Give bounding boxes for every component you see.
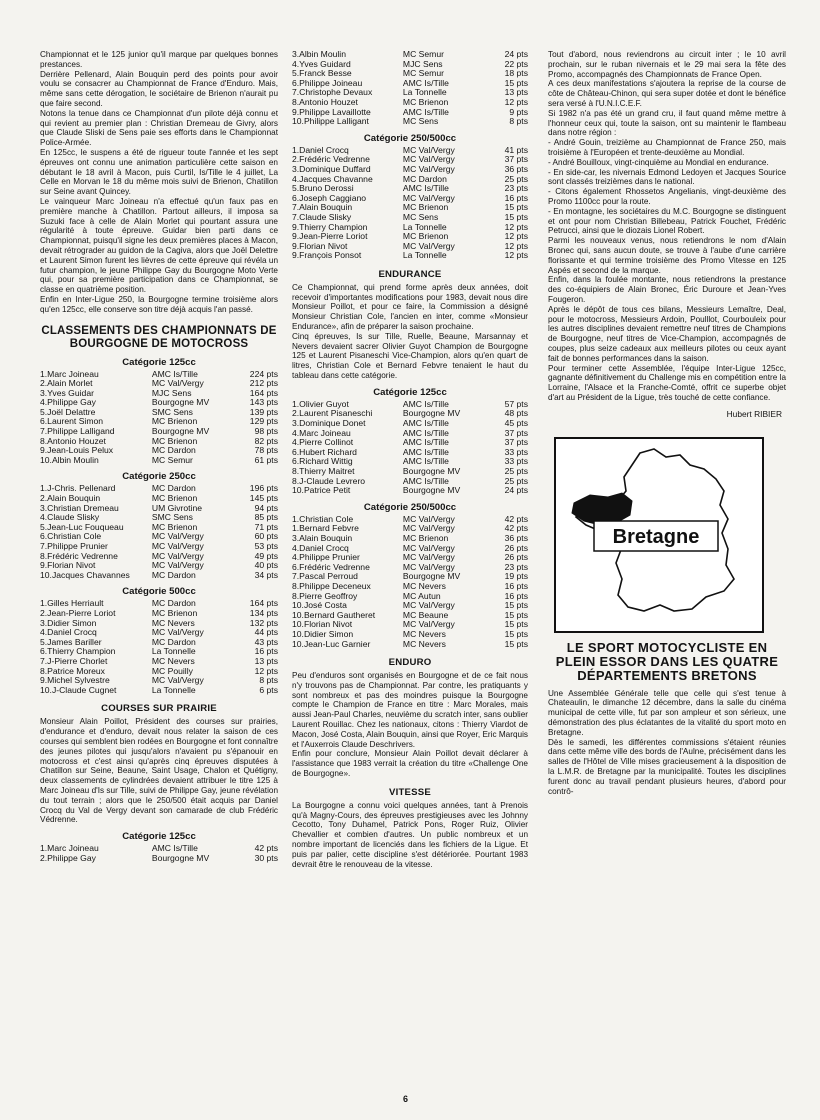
club-name: MC Val/Vergy bbox=[151, 378, 204, 389]
club-name: MC Val/Vergy bbox=[402, 154, 455, 165]
rider-name: 6.Frédéric Vedrenne bbox=[292, 561, 370, 572]
rider-name: 6.Christian Cole bbox=[40, 531, 102, 542]
club-name: MC Brienon bbox=[151, 521, 198, 532]
club-name: Bourgogne MV bbox=[402, 466, 461, 476]
points: 15 pts bbox=[504, 600, 528, 611]
table-row bbox=[40, 571, 278, 581]
rider-name: 3.Christian Dremeau bbox=[40, 502, 119, 513]
rider-name: 3.Dominique Duffard bbox=[292, 163, 371, 174]
club-name: MC Val/Vergy bbox=[402, 619, 455, 630]
club-name: MC Dardon bbox=[402, 173, 447, 184]
paragraph: Dès le samedi, les différentes commissions s'étaient réunies dans cette même ville des bords de l'Aulne, précisément dans les salles de l'Hôtel de Ville mises gracieusement à la disposition de la L.M.R. de Bretagne par la municipalité. Toutes les disciplines furent donc au travail pendant plusieurs heures, d'abord pour contrô- bbox=[548, 737, 786, 796]
paragraph: A ces deux manifestations s'ajoutera la reprise de la course de côte de Château-Chinon, qui sera super dotée et dont le bénéfice sera versé à l'U.N.I.C.E.F. bbox=[548, 79, 786, 108]
club-name: MC Val/Vergy bbox=[402, 513, 455, 524]
points: 36 pts bbox=[504, 163, 528, 174]
rider-name: 7.Claude Slisky bbox=[292, 211, 352, 222]
rider-name: 4.Philippe Prunier bbox=[292, 552, 360, 563]
club-name: MC Val/Vergy bbox=[151, 627, 204, 638]
club-name: MC Brienon bbox=[151, 435, 198, 446]
rider-name: 5.Franck Besse bbox=[292, 68, 352, 79]
points: 48 pts bbox=[504, 408, 528, 419]
points: 26 pts bbox=[504, 542, 528, 553]
points: 45 pts bbox=[504, 418, 528, 429]
rider-name: 9.Michel Sylvestre bbox=[40, 675, 110, 686]
points: 94 pts bbox=[254, 502, 278, 513]
points: 98 pts bbox=[254, 426, 278, 437]
paragraph: Ce Championnat, qui prend forme après deux années, doit recevoir d'importantes modifications pour 1983, devait nous dire Monsieur Poillot, et pour ce faire, la Commission a désigné Monsieur Christian Cole, l'ancien en inter, comme «Monsieur Endurance», afin de préparer la saison prochaine. bbox=[292, 282, 528, 332]
points: 13 pts bbox=[504, 87, 528, 98]
points: 24 pts bbox=[504, 49, 528, 59]
rider-name: 9.Florian Nivot bbox=[292, 240, 348, 251]
rider-name: 3.Yves Guidar bbox=[40, 387, 94, 398]
honours-list bbox=[548, 138, 786, 236]
rider-name: 8.J-Claude Levrero bbox=[292, 475, 366, 486]
rider-name: 4.Daniel Crocq bbox=[292, 542, 349, 553]
list-item: - En montagne, les sociétaires du M.C. Bourgogne se distinguent et ont pour nom Christian Billebeau, Patrick Fouchet, Frédéric Petrucci, ainsi que le diozais Lionel Robert. bbox=[548, 206, 786, 236]
points: 15 pts bbox=[504, 609, 528, 620]
rider-name: 7.Philippe Lalligand bbox=[40, 426, 115, 437]
rider-name: 10.Jacques Chavannes bbox=[40, 569, 130, 580]
points: 60 pts bbox=[254, 531, 278, 542]
rider-name: 5.Bruno Derossi bbox=[292, 183, 354, 194]
ranking-table-motocross-250 bbox=[40, 484, 278, 580]
paragraph: Enfin, dans la foulée montante, nous retiendrons la prestance des co-équipiers de Alain Bronec, Éric Duroure et Jean-Yves Fougeron. bbox=[548, 275, 786, 304]
club-name: AMC Is/Tille bbox=[402, 418, 449, 429]
page-number: 6 bbox=[403, 1094, 409, 1104]
points: 78 pts bbox=[254, 445, 278, 456]
rider-name: 6.Joseph Caggiano bbox=[292, 192, 367, 203]
rider-name: 1.Bernard Febvre bbox=[292, 523, 359, 534]
club-name: MC Val/Vergy bbox=[402, 163, 455, 174]
points: 37 pts bbox=[504, 154, 528, 165]
club-name: AMC Is/Tille bbox=[402, 106, 449, 117]
rider-name: 4.Claude Slisky bbox=[40, 512, 100, 523]
club-name: MC Val/Vergy bbox=[402, 542, 455, 553]
paragraph: Tout d'abord, nous reviendrons au circuit inter ; le 10 avril prochain, sur le ruban nivernais et le 29 mai sera la fête des Promo, accompagnés des Championnats de France Open. bbox=[548, 50, 786, 79]
club-name: MC Dardon bbox=[151, 483, 196, 494]
rider-name: 7.Alain Bouquin bbox=[292, 202, 353, 213]
rider-name: 10.Patrice Petit bbox=[292, 485, 351, 496]
rider-name: 4.Marc Joineau bbox=[292, 427, 351, 438]
points: 42 pts bbox=[504, 523, 528, 534]
club-name: Bourgogne MV bbox=[151, 426, 210, 437]
table-row bbox=[292, 640, 528, 650]
club-name: MC Sens bbox=[402, 116, 439, 127]
paragraph: Pour terminer cette Assemblée, l'équipe Inter-Ligue 125cc, gagnante définitivement du Challenge mis en compétition entre la Lorraine, l'Alsace et la Franche-Comté, offrit ce superbe objet d'art au Président de la Ligue, très touché de cette confiance. bbox=[548, 363, 786, 402]
rider-name: 5.Joël Delattre bbox=[40, 406, 96, 417]
rider-name: 1.Marc Joineau bbox=[40, 368, 99, 379]
rider-name: 5.Jean-Luc Fouqueau bbox=[40, 521, 124, 532]
prairie-heading: COURSES SUR PRAIRIE bbox=[101, 703, 217, 715]
list-item: - André Gouin, treizième au Championnat de France 250, mais troisième à l'Européen et trente-deuxième au Mondial. bbox=[548, 138, 786, 157]
closing-paragraphs bbox=[548, 236, 786, 403]
cat250-heading: Catégorie 250cc bbox=[122, 471, 196, 483]
rider-name: 3.Dominique Donet bbox=[292, 418, 366, 429]
rider-name: 8.Frédéric Vedrenne bbox=[40, 550, 118, 561]
club-name: MC Dardon bbox=[151, 569, 196, 580]
rider-name: 8.Patrice Moreux bbox=[40, 665, 105, 676]
club-name: MC Beaune bbox=[402, 609, 449, 620]
ranking-table-endurance-125 bbox=[292, 400, 528, 496]
club-name: MC Val/Vergy bbox=[402, 240, 455, 251]
paragraph: Cinq épreuves, Is sur Tille, Ruelle, Beaune, Marsannay et Nevers devaient sacrer Olivier Guyot Champion de Bourgogne 125 et Laurent Pisaneschi Vice-Champion, alors qu'en quart de litres, Christian Cole et Bernard Febvre tenaient le haut du tableau dans cette catégorie. bbox=[292, 331, 528, 381]
points: 139 pts bbox=[249, 406, 278, 417]
rider-name: 2.Laurent Pisaneschi bbox=[292, 408, 373, 419]
club-name: MC Brienon bbox=[402, 532, 449, 543]
paragraph: Si 1982 n'a pas été un grand cru, il faut quand même mettre à l'honneur ceux qui, toute la saison, ont su maintenir le flambeau dans notre région : bbox=[548, 108, 786, 138]
table-row bbox=[40, 854, 278, 864]
points: 145 pts bbox=[249, 493, 278, 504]
club-name: MC Val/Vergy bbox=[151, 560, 204, 571]
club-name: Bourgogne MV bbox=[402, 408, 461, 419]
club-name: MJC Sens bbox=[151, 387, 192, 398]
paragraph: Après le dépôt de tous ces bilans, Messieurs Lemaître, Deal, pour le motocross, Messieurs Ardoin, Poulllot, Courbouleix pour les autres disciplines devaient remettre neuf titres de Champions de Bourgogne, neuf titres de Vice-Champion, accompagnés de coupes, plus seize cadeaux aux meilleurs pilotes ou ceux ayant fait de bonnes performances dans la saison. bbox=[548, 304, 786, 363]
points: 164 pts bbox=[249, 598, 278, 609]
rider-name: 10.Didier Simon bbox=[292, 628, 354, 639]
points: 37 pts bbox=[504, 427, 528, 438]
rider-name: 1.Christian Cole bbox=[292, 513, 354, 524]
points: 36 pts bbox=[504, 532, 528, 543]
rider-name: 6.Philippe Joineau bbox=[292, 77, 363, 88]
points: 25 pts bbox=[504, 173, 528, 184]
ranking-table-prairie-250-500 bbox=[292, 146, 528, 261]
club-name: La Tonnelle bbox=[402, 87, 447, 98]
france-map-icon bbox=[556, 439, 762, 631]
rider-name: 8.Pierre Geoffroy bbox=[292, 590, 358, 601]
ranking-table-motocross-500 bbox=[40, 599, 278, 695]
classements-heading: CLASSEMENTS DES CHAMPIONNATS DE BOURGOGNE DE MOTOCROSS bbox=[41, 324, 277, 350]
rider-name: 7.J-Pierre Chorlet bbox=[40, 655, 108, 666]
rider-name: 10.Jean-Luc Garnier bbox=[292, 638, 371, 649]
points: 37 pts bbox=[504, 437, 528, 448]
points: 34 pts bbox=[254, 569, 278, 580]
club-name: AMC Is/Tille bbox=[402, 398, 449, 409]
points: 23 pts bbox=[504, 561, 528, 572]
club-name: AMC Is/Tille bbox=[402, 446, 449, 457]
ranking-table-endurance-250-500 bbox=[292, 515, 528, 649]
cat500-heading: Catégorie 500cc bbox=[122, 586, 196, 598]
points: 49 pts bbox=[254, 550, 278, 561]
rider-name: 4.Philippe Gay bbox=[40, 397, 96, 408]
points: 12 pts bbox=[504, 250, 528, 261]
points: 224 pts bbox=[249, 368, 278, 379]
prairie250-heading: Catégorie 250/500cc bbox=[363, 132, 457, 144]
points: 15 pts bbox=[504, 638, 528, 649]
points: 71 pts bbox=[254, 521, 278, 532]
rider-name: 7.Philippe Prunier bbox=[40, 541, 108, 552]
map-label: Bretagne bbox=[612, 525, 700, 548]
rider-name: 1.J-Chris. Pellenard bbox=[40, 483, 116, 494]
rider-name: 4.Yves Guidard bbox=[292, 58, 351, 69]
table-row bbox=[292, 117, 528, 127]
club-name: AMC Is/Tille bbox=[402, 77, 449, 88]
club-name: MC Semur bbox=[402, 49, 444, 59]
club-name: MC Val/Vergy bbox=[402, 144, 455, 155]
points: 25 pts bbox=[504, 466, 528, 476]
rider-name: 9.Philippe Lavaillotte bbox=[292, 106, 371, 117]
paragraph: Parmi les nouveaux venus, nous retiendrons le nom d'Alain Bronec qui, sans aucun doute, se trouve à l'aube d'une carrière florissante et qui termine troisième des Promo Vitesse en 125 Aspés et second de la marque. bbox=[548, 236, 786, 275]
rider-name: 3.Didier Simon bbox=[40, 617, 97, 628]
table-row bbox=[292, 486, 528, 496]
club-name: MC Val/Vergy bbox=[402, 561, 455, 572]
rider-name: 8.Antonio Houzet bbox=[292, 96, 358, 107]
intro-text bbox=[40, 50, 278, 315]
ranking-table-motocross-125 bbox=[40, 370, 278, 466]
rider-name: 1.Daniel Crocq bbox=[292, 144, 349, 155]
rider-name: 3.Alain Bouquin bbox=[292, 532, 353, 543]
rider-name: 2.Alain Morlet bbox=[40, 378, 93, 389]
ranking-table-prairie-125 bbox=[40, 844, 278, 863]
points: 30 pts bbox=[254, 852, 278, 863]
rider-name: 4.Daniel Crocq bbox=[40, 627, 97, 638]
points: 13 pts bbox=[254, 655, 278, 666]
club-name: SMC Sens bbox=[151, 512, 193, 523]
club-name: MC Nevers bbox=[402, 628, 446, 639]
rider-name: 9.François Ponsot bbox=[292, 250, 362, 261]
points: 40 pts bbox=[254, 560, 278, 571]
points: 53 pts bbox=[254, 541, 278, 552]
club-name: MC Val/Vergy bbox=[402, 523, 455, 534]
rider-name: 10.Bernard Gautheret bbox=[292, 609, 376, 620]
points: 8 pts bbox=[259, 675, 278, 686]
club-name: Bourgogne MV bbox=[151, 397, 210, 408]
bretons-title: LE SPORT MOTOCYCLISTE EN PLEIN ESSOR DANS LES QUATRE DÉPARTEMENTS BRETONS bbox=[555, 639, 779, 683]
club-name: La Tonnelle bbox=[151, 646, 196, 657]
club-name: MC Dardon bbox=[151, 445, 196, 456]
rider-name: 10.J-Claude Cugnet bbox=[40, 684, 117, 695]
rider-name: 10.Florian Nivot bbox=[292, 619, 353, 630]
points: 42 pts bbox=[254, 843, 278, 854]
paragraph: Enfin en Inter-Ligue 250, la Bourgogne termine troisième alors qu'en 125cc, elle conserve son titre déjà acquis l'an passé. bbox=[40, 294, 278, 314]
rider-name: 4.Pierre Collinot bbox=[292, 437, 354, 448]
club-name: Bourgogne MV bbox=[402, 571, 461, 582]
rider-name: 8.Antonio Houzet bbox=[40, 435, 106, 446]
rider-name: 10.Philippe Lalligant bbox=[292, 116, 369, 127]
enduro-heading: ENDURO bbox=[388, 657, 432, 669]
points: 24 pts bbox=[504, 485, 528, 496]
points: 25 pts bbox=[504, 475, 528, 486]
bretons-text bbox=[548, 689, 786, 797]
rider-name: 9.Thierry Champion bbox=[292, 221, 368, 232]
club-name: AMC Is/Tille bbox=[402, 475, 449, 486]
points: 12 pts bbox=[504, 96, 528, 107]
points: 12 pts bbox=[254, 665, 278, 676]
rider-name: 6.Laurent Simon bbox=[40, 416, 104, 427]
prairie125-heading: Catégorie 125cc bbox=[122, 831, 196, 843]
club-name: MC Brienon bbox=[402, 96, 449, 107]
rider-name: 5.James Bariller bbox=[40, 636, 102, 647]
paragraph: Le vainqueur Marc Joineau n'a effectué qu'un faux pas en première manche à Chatillon. Partout ailleurs, il imposa sa Suzuki face à celle de Alain Morlet qui pourtant assura une régularité à toute épreuve. Guidar bien parti dans ce Championnat, puisqu'il signe les deux premières places à Macon, devait rétrograder au guidon de la Cagiva, alors que Joël Delettre et Laurent Simon furent les lièvres de cette épreuve qui révéla un futur champion, le jeune Philippe Gay du Bourgogne Moto Verte qui, pour sa première participation dans ce Championnat, se classe en quatrième position. bbox=[40, 196, 278, 295]
cat125-heading: Catégorie 125cc bbox=[122, 356, 196, 368]
table-row bbox=[40, 686, 278, 696]
column-left bbox=[40, 50, 278, 863]
club-name: MC Semur bbox=[402, 68, 444, 79]
vitesse-heading: VITESSE bbox=[389, 786, 431, 798]
points: 43 pts bbox=[254, 636, 278, 647]
end250-heading: Catégorie 250/500cc bbox=[363, 501, 457, 513]
club-name: AMC Is/Tille bbox=[151, 843, 198, 854]
points: 9 pts bbox=[509, 106, 528, 117]
club-name: AMC Is/Tille bbox=[402, 437, 449, 448]
paragraph: Notons la tenue dans ce Championnat d'un pilote déjà connu et qui revient au premier plan : Christian Dremeau de Givry, alors que Claude Sliski de Sens paie ses efforts dans le Championnat Police-Armée. bbox=[40, 108, 278, 148]
points: 16 pts bbox=[504, 192, 528, 203]
club-name: MC Brienon bbox=[402, 202, 449, 213]
rider-name: 3.Albin Moulin bbox=[292, 49, 346, 59]
points: 129 pts bbox=[249, 416, 278, 427]
paragraph: Championnat et le 125 junior qu'il marque par quelques bonnes prestances. bbox=[40, 50, 278, 69]
points: 22 pts bbox=[504, 58, 528, 69]
club-name: MJC Sens bbox=[402, 58, 443, 69]
points: 15 pts bbox=[504, 202, 528, 213]
club-name: MC Dardon bbox=[151, 636, 196, 647]
club-name: AMC Is/Tille bbox=[402, 427, 449, 438]
rider-name: 8.Thierry Maitret bbox=[292, 466, 355, 476]
endurance-heading: ENDURANCE bbox=[378, 268, 442, 280]
ranking-table-prairie-125-continued bbox=[292, 50, 528, 127]
club-name: MC Semur bbox=[151, 454, 193, 465]
points: 132 pts bbox=[249, 617, 278, 628]
club-name: MC Brienon bbox=[151, 607, 198, 618]
club-name: UM Givrotine bbox=[151, 502, 202, 513]
paragraph: Une Assemblée Générale telle que celle qui s'est tenue à Chateaulin, le dimanche 12 décembre, dans la salle du cinéma municipal de cette ville, fut par son ampleur et son sérieux, une démonstration des plus éclatantes de la vitalité du sport moto en Bretagne. bbox=[548, 688, 786, 737]
points: 6 pts bbox=[259, 684, 278, 695]
rider-name: 9.Jean-Louis Pelux bbox=[40, 445, 114, 456]
points: 61 pts bbox=[254, 454, 278, 465]
club-name: AMC Is/Tille bbox=[402, 456, 449, 467]
club-name: MC Val/Vergy bbox=[402, 552, 455, 563]
points: 8 pts bbox=[509, 116, 528, 127]
club-name: MC Dardon bbox=[151, 598, 196, 609]
vitesse-text: La Bourgogne a connu voici quelques années, tant à Prenois qu'à Magny-Cours, des épreuves prestigieuses avec les Johnny Cecotto, Tony Duhamel, Patrick Pons, Roger Ruiz, Olivier Chevallier et combien d'autres. Un public nombreux et un nombre important de licenciés dans les fichiers de la Ligue. Et puis par palier, cette discipline s'est détériorée. Pourtant 1983 devrait être le renouveau de la vitesse. bbox=[292, 800, 528, 869]
club-name: MC Val/Vergy bbox=[151, 675, 204, 686]
paragraph: Derrière Pellenard, Alain Bouquin perd des points pour avoir voulu se consacrer au Championnat de France d'Enduro. Mais, même sans cette dérogation, le sociétaire de Brienon n'aurait pu que faire second. bbox=[40, 69, 278, 108]
club-name: MC Autun bbox=[402, 590, 441, 601]
list-item: - En side-car, les nivernais Edmond Ledoyen et Jacques Sourice sont classés treizièmes dans le national. bbox=[548, 167, 786, 187]
rider-name: 10.José Costa bbox=[292, 600, 347, 611]
points: 44 pts bbox=[254, 627, 278, 638]
points: 164 pts bbox=[249, 387, 278, 398]
club-name: La Tonnelle bbox=[402, 250, 447, 261]
club-name: MC Sens bbox=[402, 211, 439, 222]
points: 18 pts bbox=[504, 68, 528, 79]
points: 33 pts bbox=[504, 446, 528, 457]
club-name: MC Val/Vergy bbox=[151, 541, 204, 552]
club-name: MC Nevers bbox=[402, 580, 446, 591]
rider-name: 2.Alain Bouquin bbox=[40, 493, 101, 504]
club-name: MC Brienon bbox=[151, 416, 198, 427]
club-name: La Tonnelle bbox=[402, 221, 447, 232]
rider-name: 10.Albin Moulin bbox=[40, 454, 99, 465]
rider-name: 8.Philippe Deceneux bbox=[292, 580, 371, 591]
endurance-text bbox=[292, 283, 528, 381]
rider-name: 7.Pascal Perroud bbox=[292, 571, 358, 582]
points: 15 pts bbox=[504, 628, 528, 639]
points: 26 pts bbox=[504, 552, 528, 563]
prairie-text: Monsieur Alain Poillot, Président des courses sur prairies, d'endurance et d'enduro, devait nous relater la saison de ces courses qui semblent bien rodées en Bourgogne et font connaître des jeunes pilotes qui jusqu'alors n'avaient pu s'épanouir en motocross et c'est ainsi qu'après cinq épreuves disputées à Chatillon sur Seine, Beaune, Saint Usage, Chalon et Quétigny, deux classements de cylindrées devaient attribuer le titre 125 à Marc Joineau d'Is sur Tille, suivi de Philippe Gay, jeune révélation du tout terrain ; alors que le 250/500 était acquis par Daniel Crocq du Val de Vergy devant son camarade de club Frédéric Védrenne. bbox=[40, 717, 278, 825]
club-name: AMC Is/Tille bbox=[402, 183, 449, 194]
points: 16 pts bbox=[254, 646, 278, 657]
rider-name: 1.Olivier Guyot bbox=[292, 398, 349, 409]
column-right bbox=[548, 50, 786, 796]
points: 12 pts bbox=[504, 221, 528, 232]
club-name: MC Brienon bbox=[151, 493, 198, 504]
club-name: MC Pouilly bbox=[151, 665, 193, 676]
club-name: AMC Is/Tille bbox=[151, 368, 198, 379]
points: 82 pts bbox=[254, 435, 278, 446]
rider-name: 2.Frédéric Vedrenne bbox=[292, 154, 370, 165]
club-name: MC Nevers bbox=[402, 638, 446, 649]
points: 57 pts bbox=[504, 398, 528, 409]
points: 212 pts bbox=[249, 378, 278, 389]
intro-paragraphs bbox=[548, 50, 786, 138]
club-name: Bourgogne MV bbox=[402, 485, 461, 496]
club-name: MC Brienon bbox=[402, 231, 449, 242]
points: 12 pts bbox=[504, 231, 528, 242]
rider-name: 9.Jean-Pierre Loriot bbox=[292, 231, 368, 242]
points: 41 pts bbox=[504, 144, 528, 155]
club-name: La Tonnelle bbox=[151, 684, 196, 695]
club-name: MC Val/Vergy bbox=[402, 600, 455, 611]
club-name: MC Nevers bbox=[151, 617, 195, 628]
club-name: MC Val/Vergy bbox=[402, 192, 455, 203]
club-name: SMC Sens bbox=[151, 406, 193, 417]
points: 196 pts bbox=[249, 483, 278, 494]
points: 23 pts bbox=[504, 183, 528, 194]
points: 12 pts bbox=[504, 240, 528, 251]
club-name: MC Nevers bbox=[151, 655, 195, 666]
paragraph: Peu d'enduros sont organisés en Bourgogne et de ce fait nous n'y trouvons pas de Championnat. Par contre, les pratiquants y sont nombreux et pas des moindres puisque la Bourgogne compte le Champion de France en titre : Marc Morales, mais aussi Jean-Paul Charles, neuvième du scratch inter, sans oublier Laurent Rouillac. Chez les nationaux, citons : Thierry Viardot de Macon, José Costa, Alain Bouquin, ainsi que Royer, Eric Marquis et l'Auxerrois Claude Deschrivers. bbox=[292, 671, 528, 749]
table-row bbox=[292, 251, 528, 261]
list-item: - André Bouilloux, vingt-cinquième au Mondial en endurance. bbox=[548, 157, 769, 167]
rider-name: 2.Jean-Pierre Loriot bbox=[40, 607, 116, 618]
rider-name: 2.Philippe Gay bbox=[40, 852, 96, 863]
points: 15 pts bbox=[504, 619, 528, 630]
rider-name: 4.Jacques Chavanne bbox=[292, 173, 373, 184]
enduro-text bbox=[292, 671, 528, 779]
club-name: MC Val/Vergy bbox=[151, 531, 204, 542]
rider-name: 1.Gilles Herriault bbox=[40, 598, 104, 609]
end125-heading: Catégorie 125cc bbox=[373, 386, 447, 398]
column-middle bbox=[292, 50, 528, 869]
rider-name: 1.Marc Joineau bbox=[40, 843, 99, 854]
points: 143 pts bbox=[249, 397, 278, 408]
rider-name: 6.Richard Wittig bbox=[292, 456, 353, 467]
points: 134 pts bbox=[249, 607, 278, 618]
author-signature: Hubert RIBIER bbox=[726, 408, 782, 419]
club-name: Bourgogne MV bbox=[151, 852, 210, 863]
points: 15 pts bbox=[504, 211, 528, 222]
points: 16 pts bbox=[504, 590, 528, 601]
rider-name: 9.Florian Nivot bbox=[40, 560, 96, 571]
list-item: - Citons également Rhossetos Angelianis, vingt-deuxième des Promo 1100cc pour la route. bbox=[548, 187, 786, 206]
rider-name: 6.Thierry Champion bbox=[40, 646, 116, 657]
points: 19 pts bbox=[504, 571, 528, 582]
club-name: MC Val/Vergy bbox=[151, 550, 204, 561]
table-row bbox=[40, 456, 278, 466]
points: 33 pts bbox=[504, 456, 528, 467]
points: 15 pts bbox=[504, 77, 528, 88]
points: 85 pts bbox=[254, 512, 278, 523]
paragraph: En 125cc, le suspens a été de rigueur toute l'année et les sept épreuves ont connu une animation particulière cette saison en débutant le 18 avril à Macon, puis Curtil, Is/Tille le 4 juillet, La Celle en Morvan le 18 du même mois suivi de Brienon, Chatillon sur Seine avant Quincey. bbox=[40, 147, 278, 197]
rider-name: 7.Christophe Devaux bbox=[292, 87, 373, 98]
points: 42 pts bbox=[504, 513, 528, 524]
bretagne-map-figure bbox=[554, 437, 764, 633]
rider-name: 6.Hubert Richard bbox=[292, 446, 357, 457]
points: 16 pts bbox=[504, 580, 528, 591]
paragraph: Enfin pour conclure, Monsieur Alain Poillot devait déclarer à l'assistance que 1983 verrait la création du titre «Challenge One de Bourgogne». bbox=[292, 749, 528, 779]
